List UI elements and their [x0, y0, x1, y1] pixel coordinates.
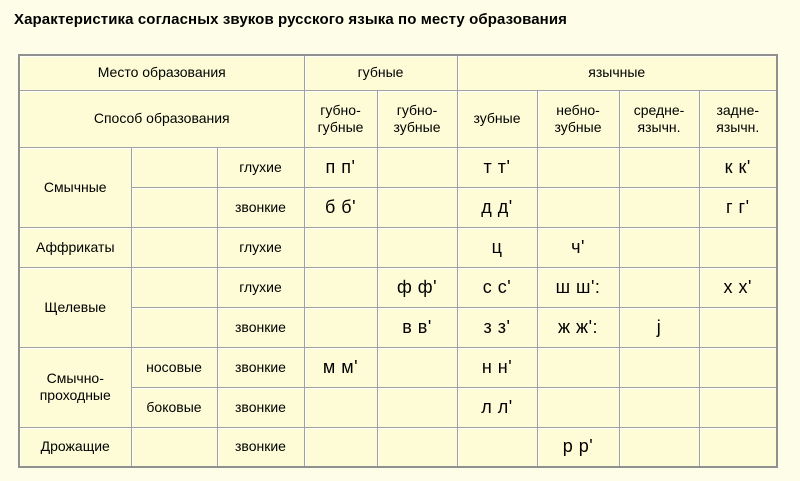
header-row-place [19, 55, 777, 90]
label-fricatives: Щелевые [19, 267, 131, 347]
header-labial: губные [304, 55, 457, 90]
cell-empty [619, 187, 699, 227]
cell-empty [131, 187, 217, 227]
sound-cell: л л' [457, 387, 537, 427]
cell-empty [699, 387, 777, 427]
sound-cell: ш ш': [537, 267, 619, 307]
sound-cell: х х' [699, 267, 777, 307]
cell-empty [304, 427, 377, 467]
consonants-table [18, 54, 778, 468]
header-place: Место образования [19, 55, 304, 90]
type-cell: носовые [131, 347, 217, 387]
cell-empty [537, 147, 619, 187]
sound-cell: м м' [304, 347, 377, 387]
cell-empty [619, 267, 699, 307]
cell-empty [619, 347, 699, 387]
sound-cell: ф ф' [377, 267, 457, 307]
header-bilabial: губно- губные [304, 90, 377, 147]
page-title: Характеристика согласных звуков русского языка по месту образования [14, 11, 568, 28]
sound-cell: р р' [537, 427, 619, 467]
cell-empty [457, 427, 537, 467]
cell-empty [304, 227, 377, 267]
cell-empty [131, 267, 217, 307]
sound-cell: j [619, 307, 699, 347]
cell-empty [377, 427, 457, 467]
cell-empty [304, 307, 377, 347]
cell-empty [619, 427, 699, 467]
row-fricatives-voiced [19, 307, 777, 347]
row-sonorants-nasal [19, 347, 777, 387]
cell-empty [619, 227, 699, 267]
header-method: Способ образования [19, 90, 304, 147]
cell-empty [699, 227, 777, 267]
sound-cell: з з' [457, 307, 537, 347]
row-sonorants-lateral [19, 387, 777, 427]
sound-cell: н н' [457, 347, 537, 387]
voicing-cell: глухие [217, 147, 304, 187]
sound-cell: ч' [537, 227, 619, 267]
cell-empty [537, 187, 619, 227]
cell-empty [377, 187, 457, 227]
header-row-method [19, 90, 777, 147]
sound-cell: ж ж': [537, 307, 619, 347]
label-stops: Смычные [19, 147, 131, 227]
header-lingual: язычные [457, 55, 777, 90]
cell-empty [131, 147, 217, 187]
sound-cell: т т' [457, 147, 537, 187]
cell-empty [377, 147, 457, 187]
voicing-cell: звонкие [217, 307, 304, 347]
sound-cell: п п' [304, 147, 377, 187]
cell-empty [131, 307, 217, 347]
cell-empty [304, 387, 377, 427]
voicing-cell: звонкие [217, 187, 304, 227]
cell-empty [377, 227, 457, 267]
cell-empty [699, 347, 777, 387]
voicing-cell: звонкие [217, 387, 304, 427]
header-dental: зубные [457, 90, 537, 147]
cell-empty [537, 387, 619, 427]
header-back-lingual: задне- язычн. [699, 90, 777, 147]
sound-cell: к к' [699, 147, 777, 187]
cell-empty [699, 307, 777, 347]
cell-empty [377, 347, 457, 387]
voicing-cell: глухие [217, 267, 304, 307]
cell-empty [304, 267, 377, 307]
cell-empty [699, 427, 777, 467]
sound-cell: д д' [457, 187, 537, 227]
row-affricates [19, 227, 777, 267]
sound-cell: с с' [457, 267, 537, 307]
label-sonorants: Смычно- проходные [19, 347, 131, 427]
type-cell: боковые [131, 387, 217, 427]
header-labiodental: губно- зубные [377, 90, 457, 147]
voicing-cell: звонкие [217, 347, 304, 387]
sound-cell: в в' [377, 307, 457, 347]
cell-empty [131, 427, 217, 467]
sound-cell: б б' [304, 187, 377, 227]
voicing-cell: глухие [217, 227, 304, 267]
sound-cell: г г' [699, 187, 777, 227]
row-stops-voiceless [19, 147, 777, 187]
sound-cell: ц [457, 227, 537, 267]
header-middle-lingual: средне- язычн. [619, 90, 699, 147]
row-stops-voiced [19, 187, 777, 227]
row-trills [19, 427, 777, 467]
row-fricatives-voiceless [19, 267, 777, 307]
voicing-cell: звонкие [217, 427, 304, 467]
cell-empty [537, 347, 619, 387]
header-alveolar: небно- зубные [537, 90, 619, 147]
label-affricates: Аффрикаты [19, 227, 131, 267]
cell-empty [131, 227, 217, 267]
cell-empty [377, 387, 457, 427]
cell-empty [619, 387, 699, 427]
cell-empty [619, 147, 699, 187]
label-trills: Дрожащие [19, 427, 131, 467]
